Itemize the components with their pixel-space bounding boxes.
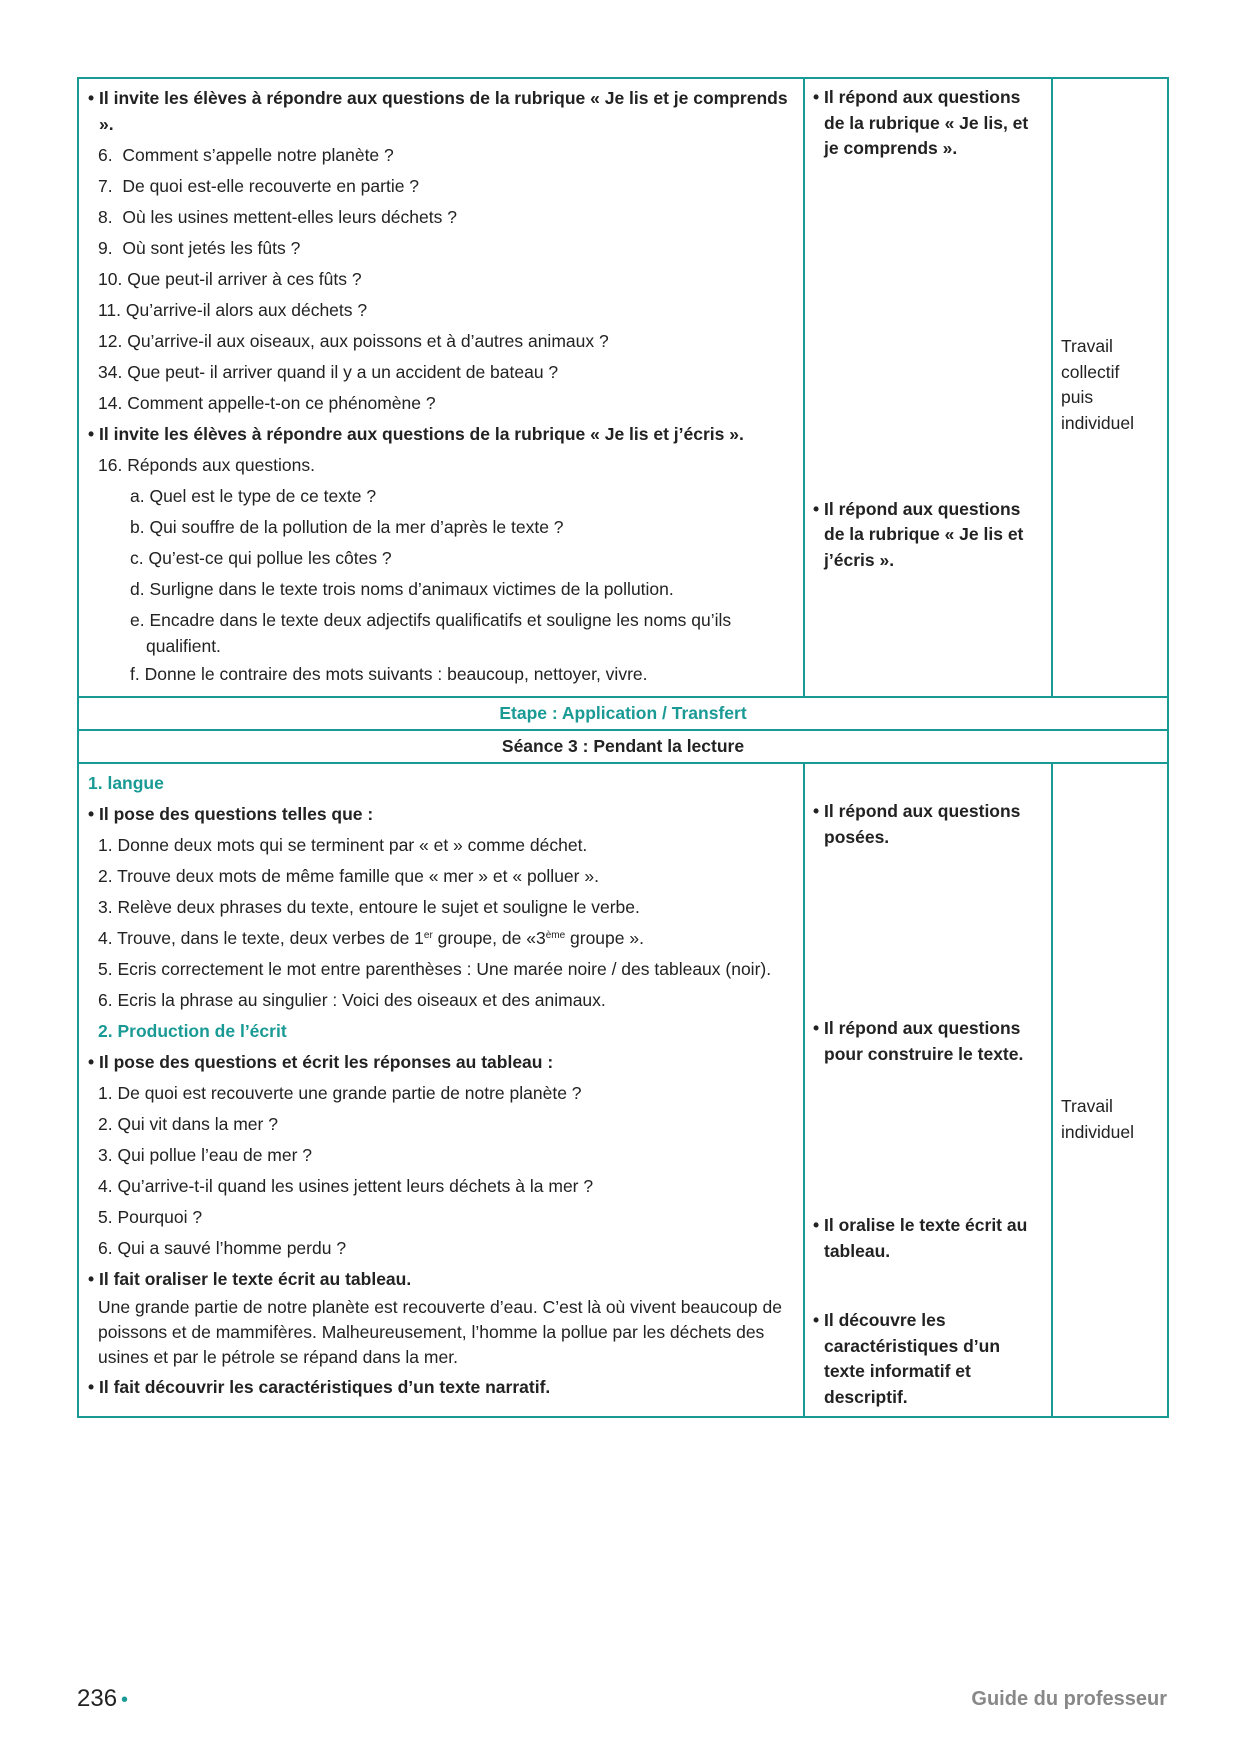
section-heading: 2. Production de l’écrit <box>98 1021 287 1041</box>
question-item: 12. Qu’arrive-il aux oiseaux, aux poissons et à d’autres animaux ? <box>98 331 609 351</box>
footer-title: Guide du professeur <box>971 1688 1167 1710</box>
organisation-cell-2 <box>1052 763 1168 1417</box>
student-activities-cell-2 <box>804 763 1052 1417</box>
subquestion-item: f. Donne le contraire des mots suivants : beaucoup, nettoyer, vivre. <box>130 664 648 684</box>
etape-heading: Etape : Application / Transfert <box>78 697 1168 730</box>
question-item: 16. Réponds aux questions. <box>98 455 315 475</box>
lesson-table <box>77 77 1169 1418</box>
question-item: 3. Qui pollue l’eau de mer ? <box>98 1145 313 1165</box>
seance-heading: Séance 3 : Pendant la lecture <box>78 730 1168 763</box>
question-item: 14. Comment appelle-t-on ce phénomène ? <box>98 393 436 413</box>
question-item: 4. Trouve, dans le texte, deux verbes de 1er groupe, de «3ème groupe ». <box>98 928 644 948</box>
question-item: 6. Ecris la phrase au singulier : Voici des oiseaux et des animaux. <box>98 990 606 1010</box>
question-item: 2. Trouve deux mots de même famille que « mer » et « polluer ». <box>98 866 599 886</box>
question-item: 1. De quoi est recouverte une grande partie de notre planète ? <box>98 1083 582 1103</box>
subquestion-item: c. Qu’est-ce qui pollue les côtes ? <box>130 548 392 568</box>
question-item: 1. Donne deux mots qui se terminent par « et » comme déchet. <box>98 835 588 855</box>
seance-row <box>78 730 1168 763</box>
organisation-cell-1 <box>1052 78 1168 697</box>
subquestion-item: d. Surligne dans le texte trois noms d’animaux victimes de la pollution. <box>130 579 674 599</box>
section-heading: 1. langue <box>88 773 164 793</box>
question-item: 10. Que peut-il arriver à ces fûts ? <box>98 269 362 289</box>
student-activities-cell-1 <box>804 78 1052 697</box>
page-number: 236 • <box>77 1685 129 1712</box>
student-response: • Il répond aux questions pour construire le texte. <box>813 1016 1043 1067</box>
question-item: 9. Où sont jetés les fûts ? <box>98 238 301 258</box>
question-item: 5. Ecris correctement le mot entre parenthèses : Une marée noire / des tableaux (noir). <box>98 959 772 979</box>
organisation-text: Travail individuel <box>1061 1096 1134 1142</box>
question-item: 6. Comment s’appelle notre planète ? <box>98 145 394 165</box>
student-response: • Il répond aux questions posées. <box>813 799 1043 850</box>
question-item: 6. Qui a sauvé l’homme perdu ? <box>98 1238 347 1258</box>
section1-row <box>78 78 1168 697</box>
subquestion-item: a. Quel est le type de ce texte ? <box>130 486 377 506</box>
subquestion-item: e. Encadre dans le texte deux adjectifs qualificatifs et souligne les noms qu’ils qualifient. <box>130 610 732 656</box>
student-response: • Il découvre les caractéristiques d’un texte informatif et descriptif. <box>813 1308 1043 1410</box>
student-response: • Il oralise le texte écrit au tableau. <box>813 1213 1043 1264</box>
teacher-activities-cell-1 <box>78 78 804 697</box>
question-item: 4. Qu’arrive-t-il quand les usines jettent leurs déchets à la mer ? <box>98 1176 594 1196</box>
question-item: 8. Où les usines mettent-elles leurs déchets ? <box>98 207 457 227</box>
teacher-instruction: • Il fait oraliser le texte écrit au tableau. <box>88 1264 795 1295</box>
question-item: 11. Qu’arrive-il alors aux déchets ? <box>98 300 368 320</box>
question-item: 34. Que peut- il arriver quand il y a un accident de bateau ? <box>98 362 559 382</box>
question-item: 7. De quoi est-elle recouverte en partie ? <box>98 176 420 196</box>
teacher-instruction: • Il fait découvrir les caractéristiques d’un texte narratif. <box>88 1372 795 1403</box>
teacher-instruction: • Il pose des questions et écrit les réponses au tableau : <box>88 1047 795 1078</box>
subquestion-item: b. Qui souffre de la pollution de la mer d’après le texte ? <box>130 517 564 537</box>
etape-row <box>78 697 1168 730</box>
organisation-text: Travail collectif puis individuel <box>1061 336 1134 433</box>
teacher-activities-cell-2 <box>78 763 804 1417</box>
teacher-instruction: • Il pose des questions telles que : <box>88 799 795 830</box>
question-item: 2. Qui vit dans la mer ? <box>98 1114 278 1134</box>
student-response: • Il répond aux questions de la rubrique « Je lis et j’écris ». <box>813 497 1043 574</box>
teacher-instruction: • Il invite les élèves à répondre aux questions de la rubrique « Je lis et je comprends ». <box>88 83 795 140</box>
bullet-dot-icon: • <box>121 1689 129 1711</box>
question-item: 5. Pourquoi ? <box>98 1207 203 1227</box>
teacher-instruction: • Il invite les élèves à répondre aux questions de la rubrique « Je lis et j’écris ». <box>88 419 795 450</box>
section2-row <box>78 763 1168 1417</box>
question-item: 3. Relève deux phrases du texte, entoure le sujet et souligne le verbe. <box>98 897 640 917</box>
student-response: • Il répond aux questions de la rubrique « Je lis, et je comprends ». <box>813 85 1043 162</box>
model-text-paragraph: Une grande partie de notre planète est recouverte d’eau. C’est là où vivent beaucoup de poissons et de mammifères. Malheureusement, l’homme la pollue par les déchets des usines et par le pétrole se répand dans la mer. <box>98 1297 782 1367</box>
